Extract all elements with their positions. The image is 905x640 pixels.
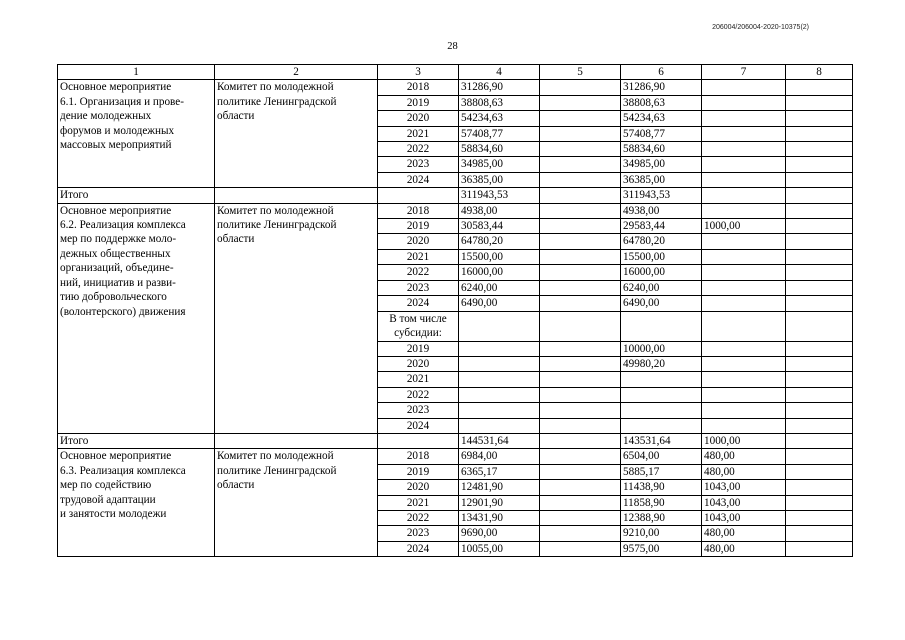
activity-description-line: мер по поддержке моло- [60, 233, 177, 246]
regional-budget-cell: 29583,44 [621, 219, 702, 234]
responsible-executor [215, 80, 378, 188]
activity-description-line: Основное мероприятие [60, 204, 172, 217]
other-source-cell [702, 111, 786, 126]
col4-cell [459, 311, 540, 341]
other-source-cell [702, 95, 786, 110]
regional-budget-cell: 34985,00 [621, 157, 702, 172]
regional-budget-cell: 143531,64 [621, 433, 702, 448]
regional-budget-cell: 36385,00 [621, 172, 702, 187]
col8-cell [786, 403, 853, 418]
responsible-executor [215, 203, 378, 433]
col5-cell [540, 480, 621, 495]
other-source-cell [702, 387, 786, 402]
year-cell: 2023 [378, 157, 459, 172]
other-source-cell: 480,00 [702, 541, 786, 556]
activity-description-line: и занятости молодежи [60, 507, 167, 520]
col5-cell [540, 541, 621, 556]
year-cell: 2021 [378, 249, 459, 264]
year-cell: 2023 [378, 403, 459, 418]
total-row [58, 433, 853, 448]
col5-cell [540, 157, 621, 172]
regional-budget-cell [621, 418, 702, 433]
regional-budget-cell: 4938,00 [621, 203, 702, 218]
other-source-cell [702, 126, 786, 141]
col5-cell [540, 403, 621, 418]
subsidy-note-line: В том числе [389, 312, 447, 325]
col8-cell [786, 495, 853, 510]
activity-description-line: массовых мероприятий [60, 139, 172, 152]
year-cell: 2019 [378, 464, 459, 479]
responsible-executor-line: Комитет по молодежной [217, 450, 334, 463]
total-amount-cell [459, 372, 540, 387]
col5-cell [540, 510, 621, 525]
year-cell: 2019 [378, 341, 459, 356]
header-col-1: 1 [58, 65, 215, 80]
regional-budget-cell: 49980,20 [621, 356, 702, 371]
other-source-cell [702, 341, 786, 356]
col8-cell [786, 311, 853, 341]
other-source-cell [702, 372, 786, 387]
col8-cell [786, 418, 853, 433]
activity-description-line: тию добровольческого [60, 291, 167, 304]
year-cell: 2024 [378, 296, 459, 311]
regional-budget-cell: 6240,00 [621, 280, 702, 295]
total-amount-cell: 311943,53 [459, 188, 540, 203]
regional-budget-cell: 12388,90 [621, 510, 702, 525]
year-cell: 2021 [378, 495, 459, 510]
other-source-cell: 480,00 [702, 449, 786, 464]
col3-cell [378, 433, 459, 448]
col3-cell [378, 188, 459, 203]
subsidy-note-line: субсидии: [394, 326, 442, 339]
total-amount-cell: 6984,00 [459, 449, 540, 464]
responsible-executor-line: Комитет по молодежной [217, 204, 334, 217]
total-amount-cell [459, 356, 540, 371]
table-body [58, 65, 853, 557]
col5-cell [540, 433, 621, 448]
year-cell: 2023 [378, 280, 459, 295]
total-amount-cell: 34985,00 [459, 157, 540, 172]
total-amount-cell: 15500,00 [459, 249, 540, 264]
col5-cell [540, 265, 621, 280]
year-cell: 2023 [378, 526, 459, 541]
col5-cell [540, 464, 621, 479]
document-id: 206004/206004-2020-10375(2) [712, 24, 809, 31]
year-cell: 2020 [378, 111, 459, 126]
activity-description [58, 80, 215, 188]
regional-budget-cell: 6490,00 [621, 296, 702, 311]
other-source-cell: 1000,00 [702, 219, 786, 234]
total-amount-cell: 6490,00 [459, 296, 540, 311]
total-amount-cell [459, 418, 540, 433]
col8-cell [786, 372, 853, 387]
col8-cell [786, 157, 853, 172]
col8-cell [786, 219, 853, 234]
responsible-executor-line: Комитет по молодежной [217, 81, 334, 94]
other-source-cell: 480,00 [702, 464, 786, 479]
other-source-cell [702, 280, 786, 295]
year-cell: 2019 [378, 219, 459, 234]
header-col-4: 4 [459, 65, 540, 80]
other-source-cell [702, 403, 786, 418]
year-cell: 2020 [378, 234, 459, 249]
year-cell: 2018 [378, 449, 459, 464]
other-source-cell [702, 418, 786, 433]
col6-cell [621, 311, 702, 341]
year-cell: 2024 [378, 172, 459, 187]
regional-budget-cell: 6504,00 [621, 449, 702, 464]
col5-cell [540, 172, 621, 187]
col5-cell [540, 311, 621, 341]
col5-cell [540, 356, 621, 371]
total-amount-cell: 58834,60 [459, 142, 540, 157]
regional-budget-cell: 10000,00 [621, 341, 702, 356]
col5-cell [540, 234, 621, 249]
regional-budget-cell: 38808,63 [621, 95, 702, 110]
regional-budget-cell: 9575,00 [621, 541, 702, 556]
col8-cell [786, 249, 853, 264]
total-amount-cell: 12901,90 [459, 495, 540, 510]
other-source-cell [702, 249, 786, 264]
other-source-cell [702, 188, 786, 203]
year-cell: 2024 [378, 418, 459, 433]
total-amount-cell [459, 341, 540, 356]
year-cell: 2022 [378, 265, 459, 280]
activity-description-line: трудовой адаптации [60, 493, 156, 506]
activity-description-line: дежных общественных [60, 247, 171, 260]
other-source-cell: 1043,00 [702, 510, 786, 525]
total-label: Итого [58, 433, 215, 448]
other-source-cell [702, 234, 786, 249]
funding-table [57, 64, 853, 557]
activity-description-line: ний, инициатив и разви- [60, 276, 176, 289]
total-amount-cell: 64780,20 [459, 234, 540, 249]
responsible-executor-line: политике Ленинградской [217, 95, 337, 108]
col5-cell [540, 449, 621, 464]
col7-cell [702, 311, 786, 341]
col5-cell [540, 249, 621, 264]
col8-cell [786, 111, 853, 126]
col5-cell [540, 126, 621, 141]
col8-cell [786, 95, 853, 110]
regional-budget-cell: 31286,90 [621, 80, 702, 95]
col5-cell [540, 188, 621, 203]
col8-cell [786, 541, 853, 556]
activity-description-line: 6.3. Реализация комплекса [60, 464, 186, 477]
regional-budget-cell: 5885,17 [621, 464, 702, 479]
header-col-3: 3 [378, 65, 459, 80]
total-amount-cell [459, 387, 540, 402]
other-source-cell [702, 142, 786, 157]
col8-cell [786, 526, 853, 541]
header-col-6: 6 [621, 65, 702, 80]
page-number: 28 [447, 41, 458, 52]
col5-cell [540, 341, 621, 356]
other-source-cell: 1000,00 [702, 433, 786, 448]
col5-cell [540, 372, 621, 387]
total-amount-cell: 13431,90 [459, 510, 540, 525]
header-col-2: 2 [215, 65, 378, 80]
col5-cell [540, 495, 621, 510]
col8-cell [786, 480, 853, 495]
total-amount-cell: 54234,63 [459, 111, 540, 126]
activity-description-line: организаций, объедине- [60, 262, 174, 275]
total-amount-cell: 16000,00 [459, 265, 540, 280]
col2-cell [215, 433, 378, 448]
year-cell: 2022 [378, 387, 459, 402]
col8-cell [786, 172, 853, 187]
col8-cell [786, 265, 853, 280]
regional-budget-cell [621, 403, 702, 418]
activity-description-line: Основное мероприятие [60, 81, 172, 94]
total-row [58, 188, 853, 203]
col8-cell [786, 188, 853, 203]
regional-budget-cell: 64780,20 [621, 234, 702, 249]
responsible-executor-line: политике Ленинградской [217, 464, 337, 477]
other-source-cell [702, 265, 786, 280]
header-col-8: 8 [786, 65, 853, 80]
other-source-cell [702, 172, 786, 187]
col5-cell [540, 526, 621, 541]
regional-budget-cell [621, 387, 702, 402]
total-amount-cell: 6365,17 [459, 464, 540, 479]
total-amount-cell: 31286,90 [459, 80, 540, 95]
col8-cell [786, 126, 853, 141]
year-cell: 2019 [378, 95, 459, 110]
table-row [58, 203, 853, 218]
other-source-cell: 1043,00 [702, 495, 786, 510]
activity-description-line: мер по содействию [60, 479, 152, 492]
regional-budget-cell: 57408,77 [621, 126, 702, 141]
col5-cell [540, 296, 621, 311]
col8-cell [786, 449, 853, 464]
year-cell: 2020 [378, 480, 459, 495]
col8-cell [786, 433, 853, 448]
total-amount-cell: 36385,00 [459, 172, 540, 187]
activity-description-line: 6.2. Реализация комплекса [60, 219, 186, 232]
total-amount-cell: 144531,64 [459, 433, 540, 448]
responsible-executor-line: области [217, 233, 255, 246]
activity-description [58, 203, 215, 433]
year-cell: 2018 [378, 80, 459, 95]
regional-budget-cell: 16000,00 [621, 265, 702, 280]
col5-cell [540, 418, 621, 433]
col8-cell [786, 464, 853, 479]
other-source-cell [702, 296, 786, 311]
total-amount-cell: 6240,00 [459, 280, 540, 295]
other-source-cell [702, 80, 786, 95]
total-amount-cell: 57408,77 [459, 126, 540, 141]
total-label: Итого [58, 188, 215, 203]
other-source-cell [702, 356, 786, 371]
total-amount-cell: 30583,44 [459, 219, 540, 234]
activity-description [58, 449, 215, 557]
total-amount-cell: 9690,00 [459, 526, 540, 541]
col8-cell [786, 234, 853, 249]
other-source-cell: 1043,00 [702, 480, 786, 495]
col5-cell [540, 95, 621, 110]
regional-budget-cell: 11438,90 [621, 480, 702, 495]
total-amount-cell [459, 403, 540, 418]
total-amount-cell: 4938,00 [459, 203, 540, 218]
year-cell: 2022 [378, 510, 459, 525]
year-cell: 2020 [378, 356, 459, 371]
regional-budget-cell: 15500,00 [621, 249, 702, 264]
col8-cell [786, 510, 853, 525]
col5-cell [540, 80, 621, 95]
year-cell: 2018 [378, 203, 459, 218]
col5-cell [540, 387, 621, 402]
col8-cell [786, 80, 853, 95]
activity-description-line: форумов и молодежных [60, 124, 175, 137]
header-col-5: 5 [540, 65, 621, 80]
activity-description-line: Основное мероприятие [60, 450, 172, 463]
year-cell: 2021 [378, 372, 459, 387]
other-source-cell [702, 157, 786, 172]
table-row [58, 80, 853, 95]
regional-budget-cell [621, 372, 702, 387]
col8-cell [786, 341, 853, 356]
regional-budget-cell: 9210,00 [621, 526, 702, 541]
col8-cell [786, 280, 853, 295]
col2-cell [215, 188, 378, 203]
year-cell: 2024 [378, 541, 459, 556]
total-amount-cell: 38808,63 [459, 95, 540, 110]
col8-cell [786, 296, 853, 311]
regional-budget-cell: 54234,63 [621, 111, 702, 126]
regional-budget-cell: 58834,60 [621, 142, 702, 157]
col5-cell [540, 111, 621, 126]
regional-budget-cell: 11858,90 [621, 495, 702, 510]
col8-cell [786, 142, 853, 157]
total-amount-cell: 10055,00 [459, 541, 540, 556]
total-amount-cell: 12481,90 [459, 480, 540, 495]
header-row [58, 65, 853, 80]
year-cell: 2022 [378, 142, 459, 157]
activity-description-line: 6.1. Организация и прове- [60, 95, 184, 108]
activity-description-line: дение молодежных [60, 110, 152, 123]
activity-description-line: (волонтерского) движения [60, 305, 186, 318]
header-col-7: 7 [702, 65, 786, 80]
col8-cell [786, 387, 853, 402]
col8-cell [786, 356, 853, 371]
responsible-executor [215, 449, 378, 557]
subsidy-note [378, 311, 459, 341]
regional-budget-cell: 311943,53 [621, 188, 702, 203]
col5-cell [540, 280, 621, 295]
col5-cell [540, 142, 621, 157]
col5-cell [540, 219, 621, 234]
col5-cell [540, 203, 621, 218]
col8-cell [786, 203, 853, 218]
table-row [58, 449, 853, 464]
responsible-executor-line: политике Ленинградской [217, 219, 337, 232]
year-cell: 2021 [378, 126, 459, 141]
responsible-executor-line: области [217, 110, 255, 123]
responsible-executor-line: области [217, 479, 255, 492]
other-source-cell: 480,00 [702, 526, 786, 541]
other-source-cell [702, 203, 786, 218]
